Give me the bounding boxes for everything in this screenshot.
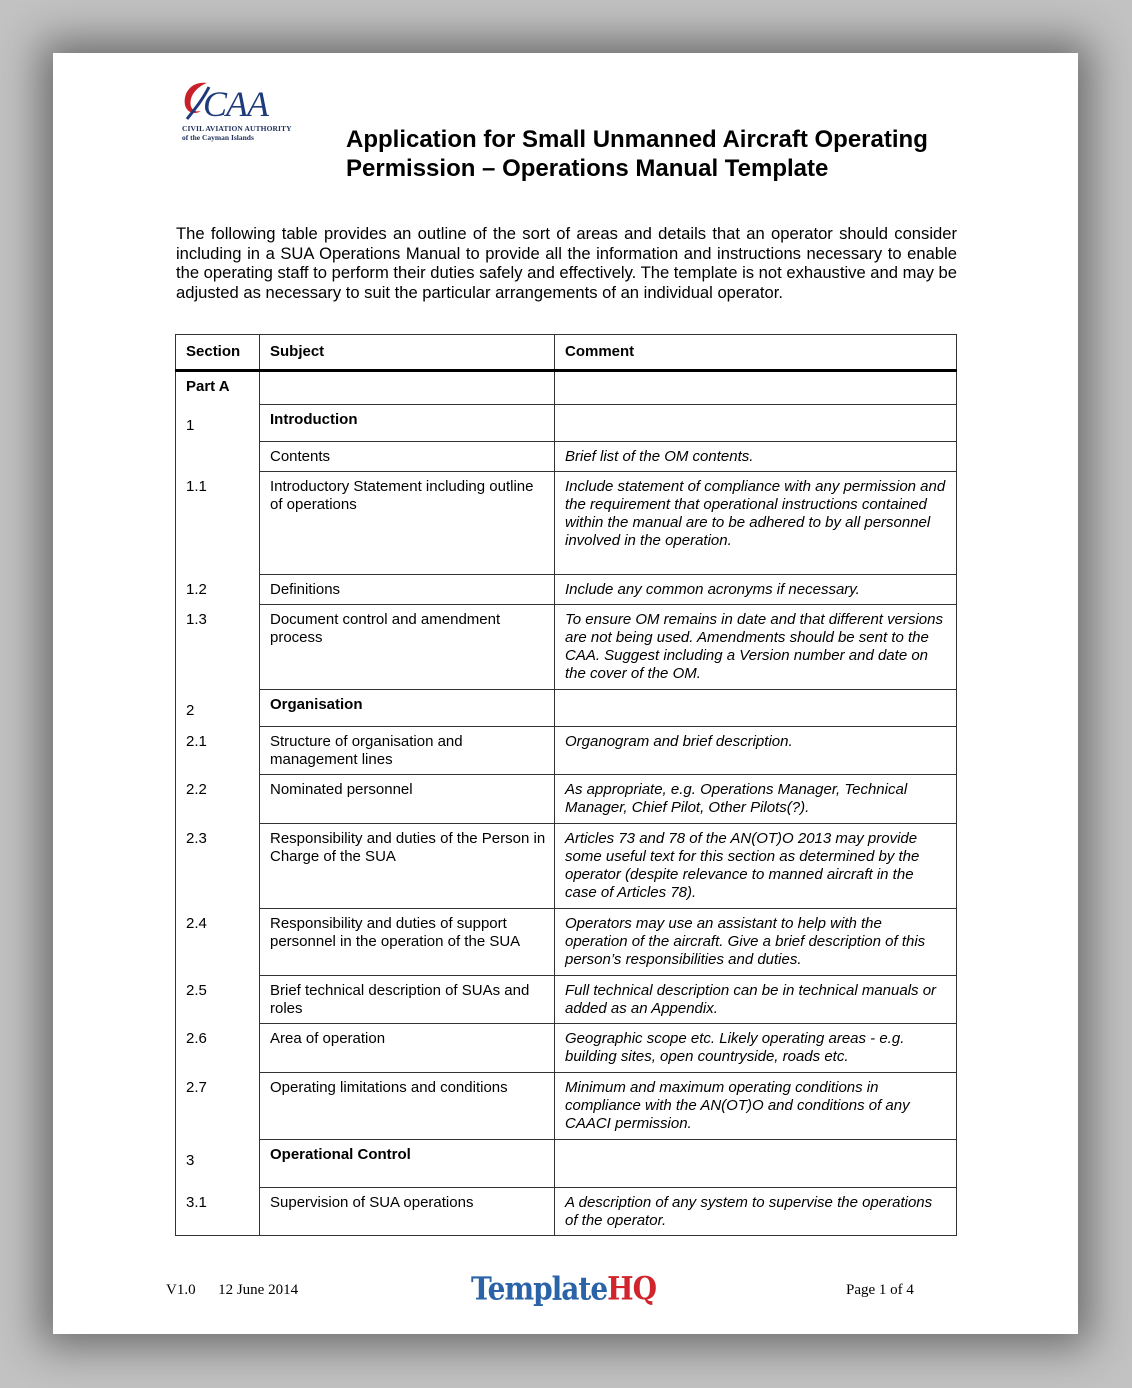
table-row xyxy=(176,824,957,909)
templatehq-brand xyxy=(471,1270,656,1308)
cell-subject: Operating limitations and conditions xyxy=(260,1073,555,1140)
header-comment: Comment xyxy=(555,335,957,371)
cell-comment: Geographic scope etc. Likely operating areas - e.g. building sites, open countryside, roads etc. xyxy=(555,1024,957,1073)
cell-comment xyxy=(555,371,957,405)
table-row xyxy=(176,472,957,575)
cell-subject: Contents xyxy=(260,442,555,472)
logo-line1: CIVIL AVIATION AUTHORITY xyxy=(182,124,292,133)
caa-logo xyxy=(181,77,311,147)
header-subject: Subject xyxy=(260,335,555,371)
header-section: Section xyxy=(176,335,260,371)
cell-subject: Area of operation xyxy=(260,1024,555,1073)
cell-comment: A description of any system to supervise the operations of the operator. xyxy=(555,1188,957,1236)
table-row xyxy=(176,1024,957,1073)
cell-section: 2.7 xyxy=(176,1073,260,1140)
cell-subject: Definitions xyxy=(260,575,555,605)
footer-page-number: Page 1 of 4 xyxy=(846,1282,914,1298)
table-row xyxy=(176,605,957,690)
cell-section: 2 xyxy=(176,690,260,727)
cell-comment xyxy=(555,690,957,727)
cell-section xyxy=(176,442,260,472)
cell-comment: As appropriate, e.g. Operations Manager, Technical Manager, Chief Pilot, Other Pilots(?). xyxy=(555,775,957,824)
cell-section: 2.5 xyxy=(176,976,260,1024)
footer-version: V1.0 xyxy=(166,1282,196,1298)
cell-subject: Organisation xyxy=(260,690,555,727)
cell-comment: Articles 73 and 78 of the AN(OT)O 2013 may provide some useful text for this section as determined by the operator (despite relevance to manned aircraft in the case of Articles 78). xyxy=(555,824,957,909)
cell-subject: Responsibility and duties of support personnel in the operation of the SUA xyxy=(260,909,555,976)
table-row xyxy=(176,575,957,605)
cell-section: 2.4 xyxy=(176,909,260,976)
document-title: Application for Small Unmanned Aircraft Operating Permission – Operations Manual Template xyxy=(346,126,928,182)
cell-section: 1.3 xyxy=(176,605,260,690)
table-row xyxy=(176,909,957,976)
intro-paragraph: The following table provides an outline of the sort of areas and details that an operator should consider including in a SUA Operations Manual to provide all the information and instructions necessary to enable the operating staff to perform their duties safely and effectively. The template is not exhaustive and may be adjusted as necessary to suit the particular arrangements of an individual operator. xyxy=(176,224,957,303)
document-page xyxy=(53,53,1078,1334)
brand-hq: HQ xyxy=(607,1269,657,1308)
cell-section: 2.6 xyxy=(176,1024,260,1073)
cell-subject xyxy=(260,371,555,405)
cell-comment: Organogram and brief description. xyxy=(555,727,957,775)
table-row xyxy=(176,1188,957,1236)
cell-section: 3.1 xyxy=(176,1188,260,1236)
cell-section: 1.1 xyxy=(176,472,260,575)
cell-section: 2.1 xyxy=(176,727,260,775)
operations-manual-table xyxy=(175,334,957,1236)
cell-comment: Include any common acronyms if necessary. xyxy=(555,575,957,605)
cell-subject: Nominated personnel xyxy=(260,775,555,824)
table-row xyxy=(176,727,957,775)
cell-comment: Full technical description can be in technical manuals or added as an Appendix. xyxy=(555,976,957,1024)
logo-abbr: CAA xyxy=(203,84,268,124)
table-row xyxy=(176,442,957,472)
cell-comment xyxy=(555,405,957,442)
footer-date: 12 June 2014 xyxy=(218,1282,299,1298)
cell-subject: Operational Control xyxy=(260,1140,555,1188)
cell-section: 2.3 xyxy=(176,824,260,909)
cell-subject: Responsibility and duties of the Person in Charge of the SUA xyxy=(260,824,555,909)
cell-subject: Introductory Statement including outline of operations xyxy=(260,472,555,575)
logo-line2: of the Cayman Islands xyxy=(182,133,254,142)
cell-comment: Brief list of the OM contents. xyxy=(555,442,957,472)
cell-section: 1.2 xyxy=(176,575,260,605)
table-row xyxy=(176,405,957,442)
table-row xyxy=(176,371,957,405)
cell-comment xyxy=(555,1140,957,1188)
cell-section: 1 xyxy=(176,405,260,442)
table-header-row xyxy=(176,335,957,371)
table-row xyxy=(176,1140,957,1188)
cell-subject: Brief technical description of SUAs and roles xyxy=(260,976,555,1024)
cell-comment: Include statement of compliance with any permission and the requirement that operational instructions contained within the manual are to be adhered to by all personnel involved in the operation. xyxy=(555,472,957,575)
table-row xyxy=(176,976,957,1024)
cell-subject: Structure of organisation and management lines xyxy=(260,727,555,775)
brand-template: Template xyxy=(471,1269,608,1308)
table-row xyxy=(176,690,957,727)
table-row xyxy=(176,775,957,824)
footer-version-date xyxy=(166,1282,298,1299)
cell-subject: Introduction xyxy=(260,405,555,442)
cell-section: 2.2 xyxy=(176,775,260,824)
cell-comment: To ensure OM remains in date and that different versions are not being used. Amendments should be sent to the CAA. Suggest including a Version number and date on the cover of the OM. xyxy=(555,605,957,690)
table-row xyxy=(176,1073,957,1140)
cell-comment: Operators may use an assistant to help with the operation of the aircraft. Give a brief description of this person’s responsibilities and duties. xyxy=(555,909,957,976)
cell-section: Part A xyxy=(176,371,260,405)
cell-subject: Document control and amendment process xyxy=(260,605,555,690)
cell-comment: Minimum and maximum operating conditions in compliance with the AN(OT)O and conditions of any CAACI permission. xyxy=(555,1073,957,1140)
cell-section: 3 xyxy=(176,1140,260,1188)
cell-subject: Supervision of SUA operations xyxy=(260,1188,555,1236)
